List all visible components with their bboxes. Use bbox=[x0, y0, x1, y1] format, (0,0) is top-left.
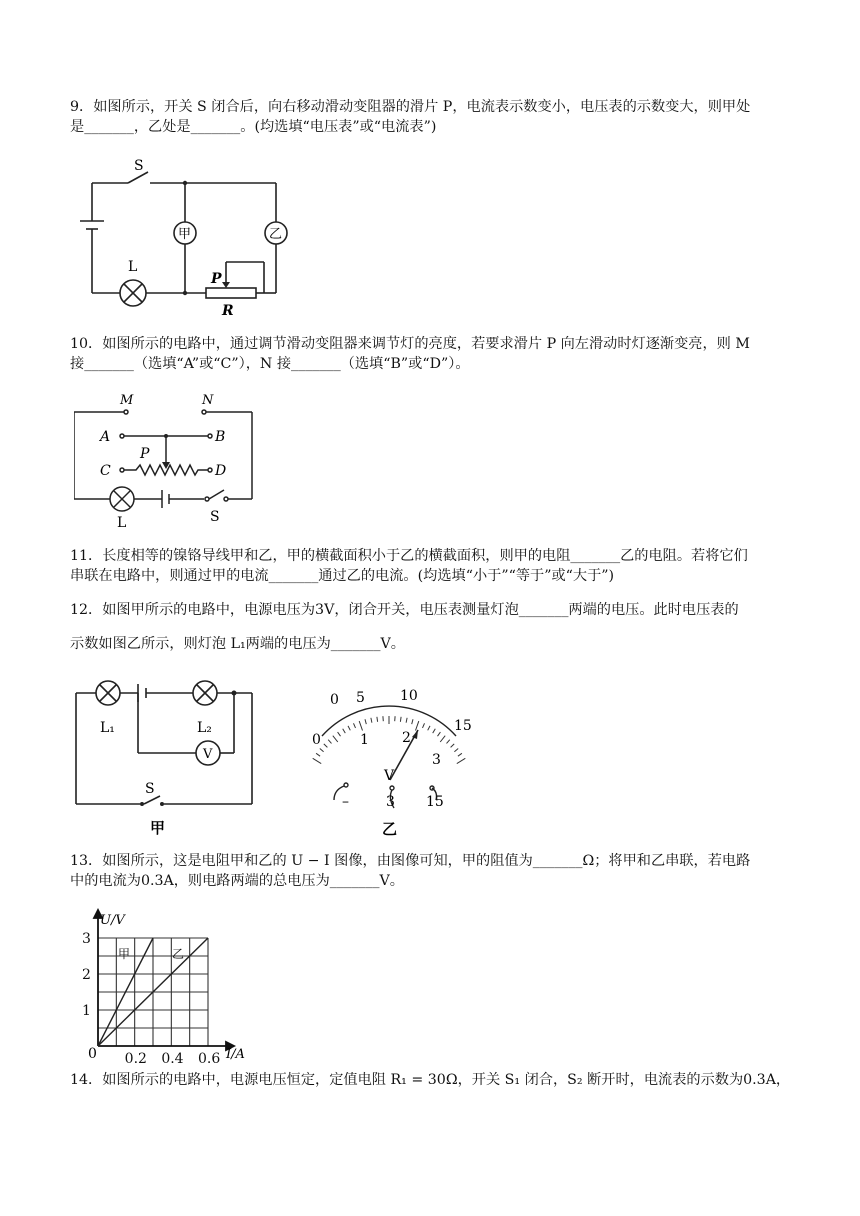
dial-unit-v: V bbox=[384, 768, 395, 784]
question-9-text bbox=[70, 97, 792, 137]
question-12-text bbox=[70, 600, 792, 654]
upper-scale-15: 15 bbox=[454, 718, 472, 734]
terminal-label-d: D bbox=[215, 463, 227, 479]
lamp-label-l2: L₂ bbox=[197, 720, 212, 736]
dial-tick bbox=[348, 726, 350, 730]
dial-tick bbox=[328, 740, 331, 744]
dial-tick bbox=[371, 718, 372, 723]
series-label-yi: 乙 bbox=[172, 947, 185, 961]
terminal-label-c: C bbox=[100, 463, 111, 479]
dial-tick bbox=[428, 726, 430, 730]
dial-tick bbox=[333, 736, 338, 742]
meter-label-yi: 乙 bbox=[269, 227, 283, 242]
figure-caption-yi: 乙 bbox=[382, 820, 398, 838]
question-11-text bbox=[70, 546, 792, 586]
question-9-line-2: 是_______，乙处是_______。(均选填“电压表”或“电流表”) bbox=[70, 119, 437, 135]
switch-label-s: S bbox=[210, 509, 220, 525]
dial-tick bbox=[451, 744, 455, 748]
question-12-line-1: 12．如图甲所示的电路中，电源电压为3V，闭合开关，电压表测量灯泡_______两端的电压。此时电压表的 bbox=[70, 602, 739, 618]
meter-label-jia: 甲 bbox=[178, 227, 192, 242]
y-tick-label: 2 bbox=[82, 967, 91, 983]
question-10-line-1: 10．如图所示的电路中，通过调节滑动变阻器来调节灯的亮度，若要求滑片 P 向左滑动时灯逐渐变亮，则 M bbox=[70, 336, 750, 352]
lamp-label-l: L bbox=[117, 515, 127, 531]
dial-tick bbox=[359, 721, 362, 730]
dial-tick bbox=[457, 758, 466, 763]
x-axis-label: I/A bbox=[226, 1047, 245, 1062]
dial-tick bbox=[423, 723, 425, 728]
dial-tick bbox=[412, 719, 413, 724]
x-tick-label: 0.2 bbox=[124, 1051, 147, 1067]
dial-tick bbox=[400, 717, 401, 722]
dial-tick bbox=[447, 740, 450, 744]
question-9-circuit-diagram bbox=[76, 158, 296, 318]
switch-label-s: S bbox=[145, 781, 155, 797]
resistor-label-r: R bbox=[222, 303, 234, 318]
question-13-line-2: 中的电流为0.3A，则电路两端的总电压为_______V。 bbox=[70, 873, 404, 889]
dial-tick bbox=[458, 753, 462, 756]
dial-tick bbox=[354, 723, 356, 728]
upper-scale-5: 5 bbox=[356, 690, 365, 706]
terminal-label-b: B bbox=[215, 429, 226, 445]
question-12-voltmeter-dial bbox=[306, 688, 486, 840]
dial-tick bbox=[343, 729, 346, 733]
terminal-negative: – bbox=[342, 794, 349, 810]
lamp-label-l: L bbox=[128, 259, 138, 275]
x-tick-label: 0.4 bbox=[161, 1051, 184, 1067]
question-13-line-1: 13．如图所示，这是电阻甲和乙的 U − I 图像，由图像可知，甲的阻值为_______Ω；将甲和乙串联，若电路 bbox=[70, 853, 751, 869]
question-11-line-2: 串联在电路中，则通过甲的电流_______通过乙的电流。(均选填“小于”“等于”或“大于”) bbox=[70, 568, 615, 584]
terminal-3: 3 bbox=[386, 794, 395, 810]
upper-scale-10: 10 bbox=[400, 688, 418, 704]
terminal-label-m: M bbox=[120, 393, 134, 408]
lower-scale-3: 3 bbox=[432, 752, 441, 768]
terminal-label-a: A bbox=[100, 429, 111, 445]
question-9-line-1: 9．如图所示，开关 S 闭合后，向右移动滑动变阻器的滑片 P，电流表示数变小，电压表的示数变大，则甲处 bbox=[70, 99, 751, 115]
question-14-text bbox=[70, 1070, 792, 1090]
y-tick-label: 1 bbox=[82, 1003, 91, 1019]
question-13-text bbox=[70, 851, 792, 891]
upper-scale-0: 0 bbox=[330, 692, 339, 708]
dial-tick bbox=[438, 732, 441, 736]
dial-tick bbox=[440, 736, 445, 742]
question-10-text bbox=[70, 334, 792, 374]
lower-scale-1: 1 bbox=[360, 732, 369, 748]
lower-scale-2: 2 bbox=[402, 730, 411, 746]
question-10-line-2: 接_______（选填“A”或“C”），N 接_______（选填“B”或“D”）。 bbox=[70, 356, 470, 372]
lower-scale-0: 0 bbox=[312, 732, 321, 748]
dial-tick bbox=[377, 717, 378, 722]
dial-tick bbox=[365, 719, 366, 724]
dial-tick bbox=[406, 718, 407, 723]
question-13-ui-graph bbox=[78, 906, 268, 1070]
question-14-line-1: 14．如图所示的电路中，电源电压恒定，定值电阻 R₁ = 30Ω，开关 S₁ 闭合，S₂ 断开时，电流表的示数为0.3A， bbox=[70, 1072, 791, 1088]
slider-label-p: P bbox=[140, 446, 150, 462]
dial-tick bbox=[313, 758, 322, 763]
question-11-line-1: 11．长度相等的镍铬导线甲和乙，甲的横截面积小于乙的横截面积，则甲的电阻_______乙的电阻。若将它们 bbox=[70, 548, 748, 564]
terminal-label-n: N bbox=[202, 393, 214, 408]
y-tick-label: 3 bbox=[82, 931, 91, 947]
voltmeter-label-v: V bbox=[203, 747, 213, 762]
question-12-circuit-diagram-a bbox=[72, 678, 262, 838]
dial-tick bbox=[316, 753, 320, 756]
x-tick-label: 0.6 bbox=[198, 1051, 221, 1067]
dial-tick bbox=[416, 721, 419, 730]
question-10-circuit-diagram bbox=[74, 392, 274, 532]
dial-tick bbox=[320, 749, 324, 752]
origin-label: 0 bbox=[88, 1046, 97, 1062]
question-12-line-2: 示数如图乙所示，则灯泡 L₁两端的电压为_______V。 bbox=[70, 636, 405, 652]
terminal-15: 15 bbox=[426, 794, 444, 810]
dial-tick bbox=[433, 729, 436, 733]
dial-tick bbox=[338, 732, 341, 736]
lamp-label-l1: L₁ bbox=[100, 720, 115, 736]
switch-label-s: S bbox=[134, 158, 144, 174]
y-axis-label: U/V bbox=[100, 913, 125, 928]
slider-label-p: P bbox=[211, 271, 222, 287]
dial-tick bbox=[454, 749, 458, 752]
dial-tick bbox=[324, 744, 328, 748]
series-label-jia: 甲 bbox=[118, 947, 131, 961]
figure-caption-jia: 甲 bbox=[150, 819, 166, 837]
